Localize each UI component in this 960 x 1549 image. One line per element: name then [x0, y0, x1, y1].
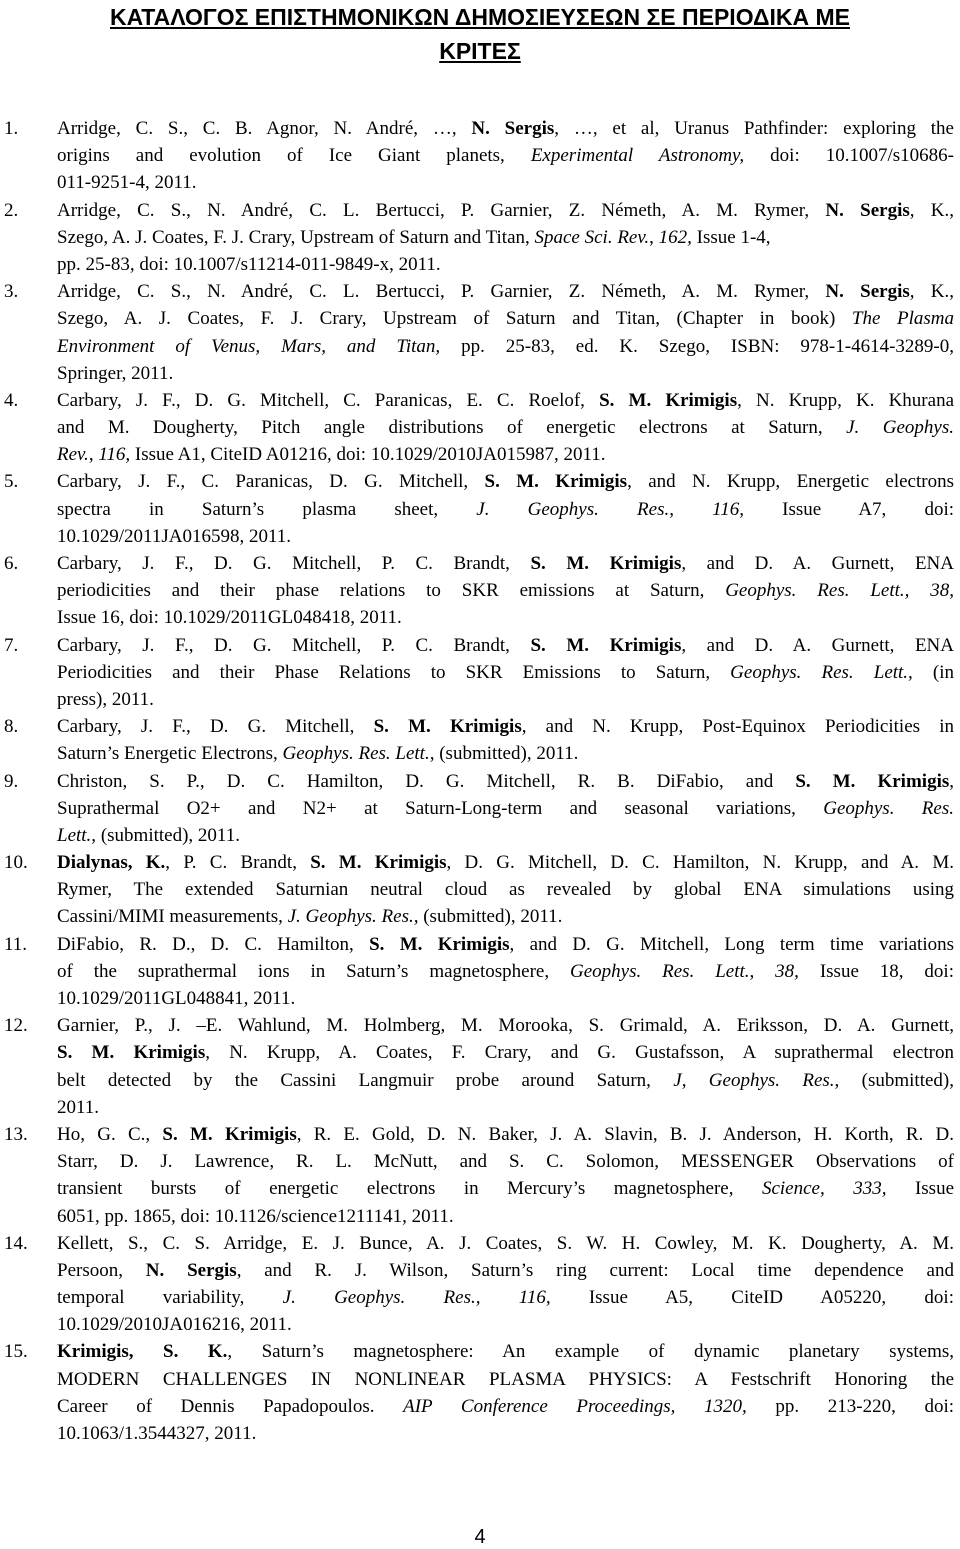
reference-text: belt detected by the Cassini Langmuir probe around Saturn,	[57, 1069, 674, 1091]
reference-text: origins and evolution of Ice Giant planets,	[57, 145, 531, 167]
reference-text: Carbary, J. F., D. G. Mitchell, P. C. Brandt,	[57, 553, 531, 574]
reference-line	[57, 903, 954, 930]
reference-item	[0, 278, 960, 387]
reference-item	[0, 1230, 960, 1339]
reference-text: Career of Dennis Papadopoulos.	[57, 1395, 404, 1417]
reference-item	[0, 713, 960, 767]
reference-text: Carbary, J. F., D. G. Mitchell, P. C. Brandt,	[57, 634, 531, 656]
author-highlight: Dialynas, K.	[57, 852, 166, 874]
reference-text: , K.,	[909, 281, 954, 303]
reference-line	[57, 740, 954, 767]
reference-text: of the suprathermal ions in Saturn’s magnetosphere,	[57, 960, 571, 982]
reference-number: 5.	[4, 471, 19, 493]
reference-text: ,	[949, 770, 954, 792]
reference-line	[57, 1230, 954, 1257]
journal-text: Geophys. Res. Lett.,	[730, 661, 913, 683]
reference-line	[57, 305, 954, 332]
reference-line	[57, 1338, 954, 1365]
journal-text: The Plasma	[851, 308, 955, 330]
reference-text: Persoon,	[57, 1259, 146, 1281]
reference-line	[57, 1175, 954, 1202]
reference-item	[0, 115, 960, 197]
author-highlight: S. M. Krimigis	[795, 770, 950, 792]
reference-text: , N. Krupp, A. Coates, F. Crary, and G. Gustafsson, A suprathermal electron	[205, 1042, 954, 1064]
author-highlight: N. Sergis	[825, 199, 910, 221]
reference-line	[57, 985, 954, 1012]
reference-text: Carbary, J. F., D. G. Mitchell,	[57, 716, 374, 738]
author-highlight: S. M. Krimigis	[369, 933, 510, 955]
author-highlight: S. M. Krimigis	[484, 471, 628, 493]
reference-line	[57, 1420, 954, 1447]
reference-number: 3.	[4, 281, 19, 303]
reference-number: 13.	[4, 1123, 28, 1145]
reference-line	[57, 278, 954, 305]
author-highlight: Krimigis, S. K.	[57, 1341, 228, 1363]
reference-text: temporal variability,	[57, 1287, 283, 1309]
reference-text: 10.1063/1.3544327, 2011.	[57, 1423, 257, 1444]
reference-text: Issue A7, doi:	[743, 498, 955, 520]
page-title	[0, 0, 960, 68]
reference-line	[57, 659, 954, 686]
reference-text: (in	[912, 661, 955, 683]
reference-text: Issue 16, doi: 10.1029/2011GL048418, 2011.	[57, 607, 402, 629]
page-title-line: ΚΡΙΤΕΣ	[439, 38, 521, 64]
reference-number: 10.	[4, 852, 28, 874]
reference-number: 15.	[4, 1341, 28, 1363]
reference-text: , K.,	[909, 199, 954, 221]
reference-line	[57, 713, 954, 740]
reference-line	[57, 1203, 954, 1230]
reference-text: Springer, 2011.	[57, 362, 174, 384]
reference-text: pp. 25-83, doi: 10.1007/s11214-011-9849-x, 2011.	[57, 253, 441, 275]
author-highlight: N. Sergis	[471, 118, 555, 139]
journal-text: J. Geophys.	[846, 417, 955, 439]
author-highlight: S. M. Krimigis	[530, 553, 682, 574]
reference-number: 12.	[4, 1015, 28, 1037]
reference-text: 011-9251-4, 2011.	[57, 172, 197, 194]
reference-line	[57, 523, 954, 550]
reference-line	[57, 360, 954, 387]
reference-line	[57, 822, 954, 849]
reference-text: Issue A5, CiteID A05220, doi:	[550, 1287, 954, 1309]
reference-line	[57, 632, 954, 659]
reference-line	[57, 1257, 954, 1284]
journal-text: J. Geophys. Res., 116,	[282, 1287, 551, 1309]
reference-line	[57, 414, 954, 441]
reference-text: pp. 213-220, doi:	[746, 1395, 955, 1417]
reference-item	[0, 1121, 960, 1230]
reference-item	[0, 387, 960, 469]
reference-item	[0, 1012, 960, 1121]
reference-item	[0, 468, 960, 550]
journal-text: Experimental Astronomy,	[530, 145, 745, 167]
reference-text: and M. Dougherty, Pitch angle distributions of energetic electrons at Saturn,	[57, 417, 847, 439]
reference-line	[57, 1148, 954, 1175]
reference-text: ,	[88, 444, 99, 466]
reference-line	[57, 468, 954, 495]
reference-number: 2.	[4, 199, 19, 221]
reference-line	[57, 577, 954, 604]
reference-line	[57, 795, 954, 822]
reference-text: Garnier, P., J. –E. Wahlund, M. Holmberg, M. Morooka, S. Grimald, A. Eriksson, D. A. Gurnett,	[57, 1015, 954, 1037]
reference-line	[57, 115, 954, 142]
reference-text: MODERN CHALLENGES IN NONLINEAR PLASMA PHYSICS: A Festschrift Honoring the	[57, 1368, 954, 1390]
journal-text: Lett.,	[57, 824, 97, 846]
reference-line	[57, 496, 954, 523]
reference-text: , and D. A. Gurnett, ENA	[681, 553, 955, 574]
reference-number: 11.	[4, 933, 28, 955]
journal-text: Geophys. Res.	[823, 797, 954, 819]
reference-line	[57, 1094, 954, 1121]
reference-number: 9.	[4, 770, 19, 792]
journal-text: Environment of Venus, Mars, and Titan,	[57, 335, 441, 357]
reference-number: 4.	[4, 389, 19, 411]
reference-text: (submitted), 2011.	[96, 824, 240, 846]
reference-text: , and D. G. Mitchell, Long term time variations	[509, 933, 954, 955]
reference-text: spectra in Saturn’s plasma sheet,	[57, 498, 477, 520]
reference-item	[0, 768, 960, 850]
reference-text: (submitted), 2011.	[434, 743, 579, 765]
reference-line	[57, 849, 954, 876]
reference-text: 10.1029/2010JA016216, 2011.	[57, 1314, 292, 1336]
reference-line	[57, 169, 954, 196]
journal-text: Geophys. Res. Lett.,	[282, 743, 435, 765]
reference-text: Periodicities and their Phase Relations to SKR Emissions to Saturn,	[57, 661, 731, 683]
reference-text: doi: 10.1007/s10686-	[744, 145, 954, 167]
reference-text: transient bursts of energetic electrons in Mercury’s magnetosphere,	[57, 1178, 762, 1200]
journal-text: J. Geophys. Res., 116,	[476, 498, 744, 520]
reference-number: 6.	[4, 553, 19, 574]
journal-text: J, Geophys. Res.,	[673, 1069, 840, 1091]
reference-text: pp. 25-83, ed. K. Szego, ISBN: 978-1-4614-3289-0,	[440, 335, 954, 357]
journal-text: Space Sci. Rev.	[534, 226, 650, 248]
reference-line	[57, 251, 954, 278]
journal-text: J. Geophys. Res.,	[287, 906, 419, 928]
reference-text: Szego, A. J. Coates, F. J. Crary, Upstream of Saturn and Titan,	[57, 226, 535, 248]
reference-item	[0, 1338, 960, 1447]
reference-line	[57, 1393, 954, 1420]
reference-text: , and R. J. Wilson, Saturn’s ring current: Local time dependence and	[236, 1259, 954, 1281]
reference-text: Arridge, C. S., N. André, C. L. Bertucci, P. Garnier, Z. Németh, A. M. Rymer,	[57, 199, 826, 221]
author-highlight: S. M. Krimigis	[373, 716, 522, 738]
journal-text: 162,	[658, 226, 692, 248]
reference-text: press), 2011.	[57, 688, 154, 710]
journal-text: Geophys. Res. Lett., 38,	[725, 580, 954, 602]
reference-item	[0, 550, 960, 632]
author-highlight: S. M. Krimigis	[599, 389, 738, 411]
reference-text: Szego, A. J. Coates, F. J. Crary, Upstream of Saturn and Titan, (Chapter in book)	[57, 308, 852, 330]
reference-line	[57, 931, 954, 958]
reference-text: Cassini/MIMI measurements,	[57, 906, 288, 928]
reference-line	[57, 1284, 954, 1311]
reference-text: Issue 1-4,	[691, 226, 771, 248]
reference-text: , and N. Krupp, Post-Equinox Periodicities in	[521, 716, 954, 738]
reference-line	[57, 768, 954, 795]
reference-text: Ho, G. C.,	[57, 1123, 163, 1145]
reference-text: Issue A1, CiteID A01216, doi: 10.1029/2010JA015987, 2011.	[130, 444, 606, 466]
reference-line	[57, 387, 954, 414]
reference-text: , P. C. Brandt,	[165, 852, 311, 874]
reference-line	[57, 142, 954, 169]
reference-list	[0, 115, 960, 1447]
reference-text: Carbary, J. F., D. G. Mitchell, C. Paranicas, E. C. Roelof,	[57, 389, 600, 411]
reference-text: Starr, D. J. Lawrence, R. L. McNutt, and S. C. Solomon, MESSENGER Observations of	[57, 1151, 954, 1173]
author-highlight: N. Sergis	[825, 281, 910, 303]
reference-number: 7.	[4, 634, 19, 656]
reference-line	[57, 1121, 954, 1148]
reference-text: , and N. Krupp, Energetic electrons	[627, 471, 954, 493]
reference-text: 6051, pp. 1865, doi: 10.1126/science1211141, 2011.	[57, 1205, 454, 1227]
reference-text: Arridge, C. S., N. André, C. L. Bertucci, P. Garnier, Z. Németh, A. M. Rymer,	[57, 281, 826, 303]
reference-item	[0, 197, 960, 279]
reference-line	[57, 686, 954, 713]
reference-number: 1.	[4, 118, 19, 139]
reference-line	[57, 1311, 954, 1338]
reference-text: Rymer, The extended Saturnian neutral cloud as revealed by global ENA simulations using	[57, 879, 954, 901]
reference-line	[57, 550, 954, 577]
page-number: 4	[474, 1526, 486, 1548]
author-highlight: S. M. Krimigis	[530, 634, 682, 656]
reference-line	[57, 197, 954, 224]
reference-text: 10.1029/2011JA016598, 2011.	[57, 525, 291, 547]
journal-text: AIP Conference Proceedings, 1320,	[403, 1395, 747, 1417]
reference-text: 10.1029/2011GL048841, 2011.	[57, 988, 296, 1009]
reference-text: Issue 18, doi:	[798, 960, 954, 982]
reference-line	[57, 876, 954, 903]
reference-line	[57, 604, 954, 631]
reference-text: Christon, S. P., D. C. Hamilton, D. G. Mitchell, R. B. DiFabio, and	[57, 770, 796, 792]
reference-line	[57, 958, 954, 985]
reference-line	[57, 441, 954, 468]
reference-line	[57, 1012, 954, 1039]
reference-text: DiFabio, R. D., D. C. Hamilton,	[57, 933, 370, 955]
author-highlight: S. M. Krimigis	[57, 1042, 206, 1064]
author-highlight: S. M. Krimigis	[162, 1123, 297, 1145]
reference-number: 14.	[4, 1232, 28, 1254]
reference-text: , Saturn’s magnetosphere: An example of dynamic planetary systems,	[227, 1341, 954, 1363]
reference-text: Issue	[886, 1178, 954, 1200]
reference-text: , and D. A. Gurnett, ENA	[681, 634, 955, 656]
reference-text: Arridge, C. S., C. B. Agnor, N. André, …,	[57, 118, 472, 139]
reference-text: periodicities and their phase relations to SKR emissions at Saturn,	[57, 580, 726, 602]
reference-line	[57, 1039, 954, 1066]
reference-text: ,	[649, 226, 659, 248]
reference-item	[0, 632, 960, 714]
reference-text: Carbary, J. F., C. Paranicas, D. G. Mitchell,	[57, 471, 485, 493]
reference-number: 8.	[4, 716, 19, 738]
journal-text: 116,	[98, 444, 131, 466]
reference-text: Saturn’s Energetic Electrons,	[57, 743, 283, 765]
page-title-line: ΚΑΤΑΛΟΓΟΣ ΕΠΙΣΤΗΜΟΝΙΚΩΝ ΔΗΜΟΣΙΕΥΣΕΩΝ ΣΕ ΠΕΡΙΟΔΙΚΑ ΜΕ	[110, 4, 850, 30]
journal-text: Science, 333,	[761, 1178, 887, 1200]
reference-line	[57, 1366, 954, 1393]
reference-line	[57, 224, 954, 251]
reference-line	[57, 333, 954, 360]
reference-text: , D. G. Mitchell, D. C. Hamilton, N. Krupp, and A. M.	[446, 852, 954, 874]
reference-item	[0, 849, 960, 931]
reference-item	[0, 931, 960, 1013]
journal-text: Rev.	[57, 444, 89, 466]
reference-text: , R. E. Gold, D. N. Baker, J. A. Slavin, B. J. Anderson, H. Korth, R. D.	[296, 1123, 954, 1145]
reference-text: (submitted), 2011.	[418, 906, 563, 928]
reference-text: , N. Krupp, K. Khurana	[737, 389, 954, 411]
reference-text: , …, et al, Uranus Pathfinder: exploring the	[554, 118, 954, 139]
reference-text: Kellett, S., C. S. Arridge, E. J. Bunce, A. J. Coates, S. W. H. Cowley, M. K. Dougherty, A. M.	[57, 1232, 954, 1254]
reference-text: Suprathermal O2+ and N2+ at Saturn-Long-term and seasonal variations,	[57, 797, 824, 819]
journal-text: Geophys. Res. Lett., 38,	[570, 960, 799, 982]
reference-line	[57, 1067, 954, 1094]
author-highlight: N. Sergis	[145, 1259, 237, 1281]
reference-text: 2011.	[57, 1096, 100, 1118]
reference-text: (submitted),	[839, 1069, 954, 1091]
author-highlight: S. M. Krimigis	[310, 852, 447, 874]
